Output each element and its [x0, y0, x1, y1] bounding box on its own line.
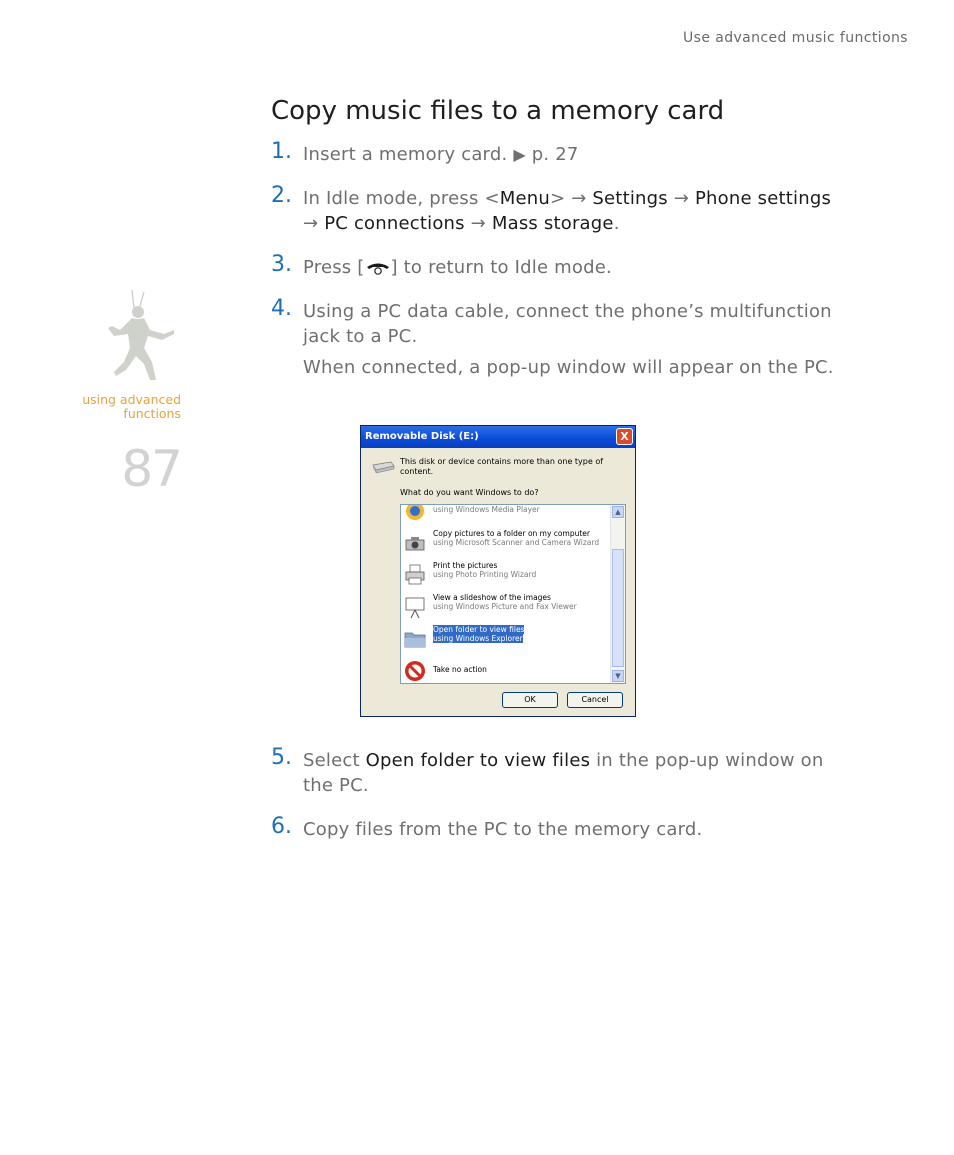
action-listbox[interactable]: [400, 504, 626, 684]
step-number: 6.: [271, 814, 292, 839]
cancel-button[interactable]: Cancel: [567, 692, 623, 708]
dialog-titlebar: Removable Disk (E:): [361, 426, 635, 448]
ok-button[interactable]: OK: [502, 692, 558, 708]
menu-key-text: Menu: [499, 188, 550, 209]
section-header: Use advanced music functions: [683, 30, 908, 46]
close-button[interactable]: X: [616, 428, 633, 445]
step-number: 2.: [271, 183, 292, 208]
slideshow-icon: [403, 595, 427, 619]
step-6: 6. Copy files from the PC to the memory card.: [271, 814, 703, 840]
step-number: 5.: [271, 745, 292, 770]
step-4: 4. Using a PC data cable, connect the phone’s multifunction jack to a PC. When connected, a pop-up window will appear on the PC.: [271, 296, 834, 378]
step-number: 1.: [271, 139, 292, 164]
removable-disk-dialog: [360, 425, 636, 717]
page-number: 87: [121, 440, 181, 498]
chapter-label: using advanced functions: [82, 392, 181, 421]
option-name: Open folder to view files: [365, 750, 591, 771]
scroll-up-icon[interactable]: ▲: [612, 506, 624, 518]
listbox-scrollbar[interactable]: [610, 505, 625, 683]
page-title: Copy music files to a memory card: [271, 96, 725, 126]
dialog-question: What do you want Windows to do?: [400, 488, 539, 497]
list-item[interactable]: View a slideshow of the images using Windows Picture and Fax Viewer: [403, 593, 609, 623]
list-item[interactable]: Print the pictures using Photo Printing Wizard: [403, 561, 609, 591]
no-action-icon: [403, 659, 427, 683]
end-key-icon: [365, 261, 391, 275]
list-item[interactable]: Take no action: [403, 657, 609, 684]
removable-disk-icon: [371, 460, 395, 474]
step-3: 3. Press [ ] to return to Idle mode.: [271, 252, 612, 278]
media-player-icon: [403, 504, 427, 527]
list-item-open-folder[interactable]: Open folder to view files using Windows Explorer: [403, 625, 609, 655]
printer-icon: [403, 563, 427, 587]
scroll-thumb[interactable]: [612, 549, 624, 667]
list-item[interactable]: using Windows Media Player: [403, 504, 609, 531]
scroll-down-icon[interactable]: ▼: [612, 670, 624, 682]
step-1: 1. Insert a memory card. ▶ p. 27: [271, 139, 579, 165]
step-number: 3.: [271, 252, 292, 277]
dialog-message: This disk or device contains more than one type of content.: [400, 457, 604, 476]
folder-icon: [403, 627, 427, 651]
step-number: 4.: [271, 296, 292, 321]
figure-illustration-icon: [104, 290, 178, 386]
step-5: 5. Select Open folder to view files in the pop-up window on the PC.: [271, 745, 824, 796]
camera-scanner-icon: [403, 531, 427, 555]
play-arrow-icon: ▶: [513, 145, 526, 164]
list-item[interactable]: Copy pictures to a folder on my computer using Microsoft Scanner and Camera Wizard: [403, 529, 609, 559]
step-2: 2. In Idle mode, press <Menu> → Settings → Phone settings → PC connections → Mass storage.: [271, 183, 832, 234]
